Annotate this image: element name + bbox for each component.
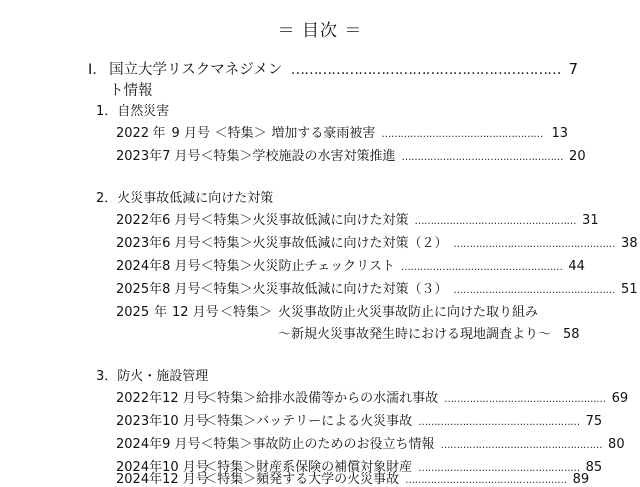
entry-month: 8 月号 xyxy=(162,282,201,297)
entry-title: 火災防止チェックリスト xyxy=(252,259,395,274)
section-heading: 3．防火・施設管理 xyxy=(96,369,209,384)
entry-year: 2022 xyxy=(116,126,150,141)
leader-dots: …………………………………………… xyxy=(418,463,580,474)
entry-title: 火災事故低減に向けた対策（２） xyxy=(252,236,448,251)
entry-title: 火災事故低減に向けた対策（３） xyxy=(252,282,448,297)
toc-entry[interactable] xyxy=(116,301,568,320)
toc-entry[interactable] xyxy=(116,209,599,228)
entry-month: 12 月号 xyxy=(172,305,219,320)
entry-year: 2023 xyxy=(116,149,150,164)
toc-title: ＝ 目次 ＝ xyxy=(277,21,363,41)
page-number: 85 xyxy=(585,460,603,475)
page-number: 20 xyxy=(569,149,586,164)
leader-dots: …………………………………………………… xyxy=(290,62,561,78)
entry-subtitle: ～新規火災事故発生時における現地調査より～ xyxy=(278,327,552,342)
entry-feature-tag: ＜特集＞ xyxy=(204,460,257,475)
section-heading: 2．火災事故低減に向けた対策 xyxy=(96,191,274,206)
entry-feature-tag: ＜特集＞ xyxy=(200,149,253,164)
entry-title: 事故防止のためのお役立ち情報 xyxy=(252,437,435,452)
entry-year: 2022 xyxy=(116,391,150,406)
entry-year-suffix: 年 xyxy=(149,213,163,228)
entry-year-suffix: 年 xyxy=(149,282,163,297)
toc-entry[interactable] xyxy=(116,468,590,487)
leader-dots: …………………………………………… xyxy=(453,239,616,250)
toc-entry[interactable] xyxy=(116,410,603,429)
page-number: 89 xyxy=(572,472,590,487)
entry-month: 6 月号 xyxy=(162,236,201,251)
entry-year-suffix: 年 xyxy=(149,149,163,164)
leader-dots: …………………………………………… xyxy=(401,152,564,163)
entry-feature-tag: ＜特集＞ xyxy=(204,414,257,429)
leader-dots: …………………………………………… xyxy=(414,216,577,227)
entry-month: 10 月号 xyxy=(162,414,209,429)
entry-feature-tag: ＜特集＞ xyxy=(200,282,253,297)
entry-year: 2023 xyxy=(116,236,150,251)
chapter-title: 国立大学リスクマネジメント情報 xyxy=(109,62,283,99)
entry-year: 2025 xyxy=(116,305,150,320)
entry-year: 2024 xyxy=(116,472,150,487)
entry-month: 7 月号 xyxy=(162,149,201,164)
page-number: 38 xyxy=(621,236,638,251)
entry-title: 給排水設備等からの水濡れ事故 xyxy=(256,391,439,406)
leader-dots: …………………………………………… xyxy=(418,417,580,428)
entry-month: 8 月号 xyxy=(162,259,201,274)
leader-dots: …………………………………………… xyxy=(405,475,567,486)
toc-entry[interactable] xyxy=(116,278,638,297)
entry-month: 10 月号 xyxy=(162,460,209,475)
leader-dots: …………………………………………… xyxy=(400,262,563,273)
toc-entry[interactable] xyxy=(116,433,625,452)
page-number: 80 xyxy=(608,437,625,452)
entry-year-suffix: 年 xyxy=(154,305,168,320)
entry-year-suffix: 年 xyxy=(149,236,163,251)
entry-year-suffix: 年 xyxy=(149,259,163,274)
entry-month: 6 月号 xyxy=(162,213,201,228)
entry-year: 2024 xyxy=(116,259,150,274)
entry-feature-tag: ＜特集＞ xyxy=(219,305,272,320)
entry-year-suffix: 年 xyxy=(152,126,166,141)
entry-month: 12 月号 xyxy=(162,472,209,487)
toc-entry[interactable] xyxy=(116,122,568,141)
page-number: 75 xyxy=(585,414,603,429)
entry-year-suffix: 年 xyxy=(149,472,163,487)
entry-month: 12 月号 xyxy=(162,391,209,406)
page-number: 44 xyxy=(568,259,585,274)
entry-feature-tag: ＜特集＞ xyxy=(200,259,253,274)
entry-feature-tag: ＜特集＞ xyxy=(200,213,253,228)
entry-month: 9 月号 xyxy=(162,437,201,452)
page-number: 69 xyxy=(611,391,629,406)
leader-dots: …………………………………………… xyxy=(453,285,616,296)
toc-entry[interactable] xyxy=(116,232,638,251)
page-number: 58 xyxy=(563,327,580,342)
entry-title: 増加する豪雨被害 xyxy=(271,126,376,141)
entry-title: バッテリーによる火災事故 xyxy=(256,414,413,429)
toc-entry[interactable] xyxy=(116,145,586,164)
entry-year-suffix: 年 xyxy=(149,414,163,429)
entry-year-suffix: 年 xyxy=(149,391,163,406)
toc-entry[interactable] xyxy=(116,255,585,274)
section-heading: 1．自然災害 xyxy=(96,104,170,119)
entry-year: 2025 xyxy=(116,282,150,297)
entry-year: 2022 xyxy=(116,213,150,228)
entry-year: 2024 xyxy=(116,437,150,452)
entry-title: 火災事故低減に向けた対策 xyxy=(252,213,409,228)
entry-feature-tag: ＜特集＞ xyxy=(204,472,257,487)
entry-year: 2023 xyxy=(116,414,150,429)
entry-title: 火災事故防止火災事故防止に向けた取り組み xyxy=(278,305,539,320)
entry-feature-tag: ＜特集＞ xyxy=(200,437,253,452)
page-number: 31 xyxy=(582,213,599,228)
entry-feature-tag: ＜特集＞ xyxy=(200,236,253,251)
chapter-number: Ⅰ. xyxy=(88,62,97,78)
leader-dots: …………………………………………… xyxy=(381,129,543,140)
toc-entry[interactable] xyxy=(116,387,629,406)
entry-month: 9 月号 xyxy=(171,126,210,141)
entry-year-suffix: 年 xyxy=(149,460,163,475)
entry-feature-tag: ＜特集＞ xyxy=(204,391,257,406)
leader-dots: …………………………………………… xyxy=(440,440,603,451)
entry-year: 2024 xyxy=(116,460,150,475)
page-number: 13 xyxy=(551,126,568,141)
entry-year-suffix: 年 xyxy=(149,437,163,452)
entry-title: 財産系保険の補償対象財産 xyxy=(256,460,413,475)
leader-dots: …………………………………………… xyxy=(444,394,606,405)
page-number: 7 xyxy=(568,60,578,78)
chapter-entry[interactable] xyxy=(88,58,578,100)
entry-title: 頻発する大学の火災事故 xyxy=(256,472,400,487)
page-number: 51 xyxy=(621,282,638,297)
entry-title: 学校施設の水害対策推進 xyxy=(252,149,396,164)
toc-entry-continuation[interactable] xyxy=(278,323,580,342)
entry-feature-tag: ＜特集＞ xyxy=(214,126,267,141)
